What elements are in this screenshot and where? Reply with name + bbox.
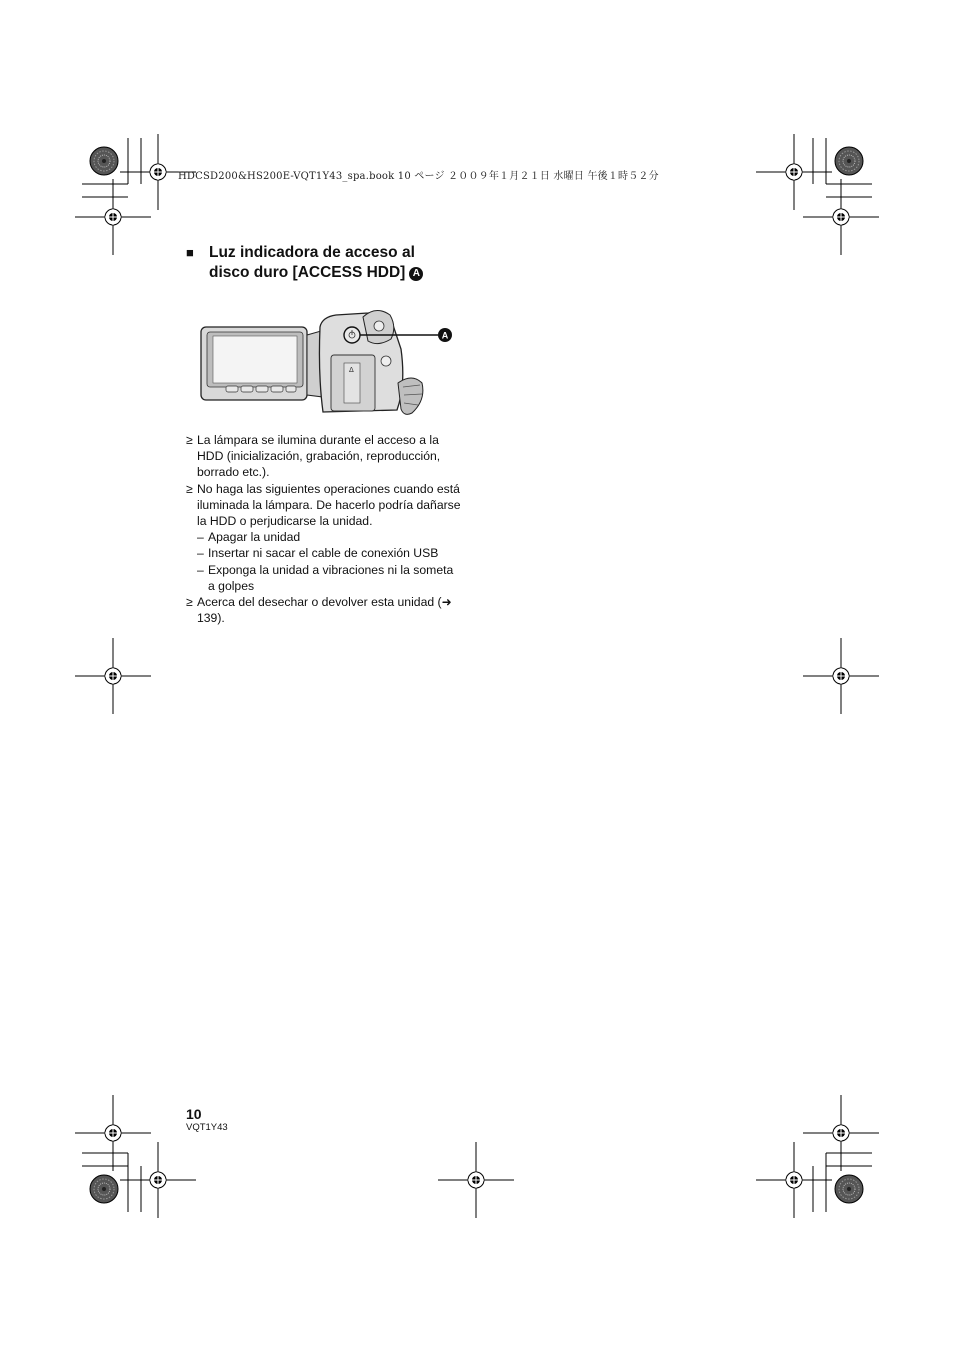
list-item [186, 594, 461, 626]
svg-text:Δ: Δ [349, 366, 354, 374]
sub-list-item [186, 529, 461, 545]
dash-marker: – [197, 546, 204, 561]
figure-callout-label: A [441, 330, 449, 341]
dash-text-2: Insertar ni sacar el cable de conexión USB [208, 546, 439, 561]
print-info-header: HDCSD200&HS200E-VQT1Y43_spa.book 10 ページ ２００９年１月２１日 水曜日 午後１時５２分 [178, 171, 659, 182]
heading-line-1: Luz indicadora de acceso al [209, 244, 415, 261]
heading-line-2: disco duro [ACCESS HDD] [209, 264, 406, 281]
sub-list-item [186, 562, 461, 594]
dash-marker: – [197, 530, 204, 545]
body-text [186, 432, 461, 626]
list-item [186, 481, 461, 530]
heading-callout-badge: A [409, 267, 423, 281]
list-item [186, 432, 461, 481]
bullet-marker: ≥ [186, 595, 193, 610]
camcorder-illustration [198, 305, 460, 420]
page-number: 10 [186, 1106, 202, 1122]
dash-text-1: Apagar la unidad [208, 530, 301, 545]
bullet-text-1: La lámpara se ilumina durante el acceso a la HDD (inicialización, grabación, reproducción, borrado etc.). [197, 433, 441, 480]
bullet-text-3: Acerca del desechar o devolver esta unidad (➜ 139). [197, 595, 452, 626]
heading-square-bullet: ■ [186, 245, 194, 260]
dash-marker: – [197, 562, 204, 577]
model-code: VQT1Y43 [186, 1122, 228, 1133]
bullet-marker: ≥ [186, 433, 193, 447]
dash-text-3: Exponga la unidad a vibraciones ni la someta a golpes [208, 562, 454, 593]
bullet-marker: ≥ [186, 481, 193, 496]
bullet-text-2: No haga las siguientes operaciones cuando está iluminada la lámpara. De hacerlo podría dañarse la HDD o perjudicarse la unidad. [197, 481, 461, 529]
sub-list-item [186, 545, 461, 561]
